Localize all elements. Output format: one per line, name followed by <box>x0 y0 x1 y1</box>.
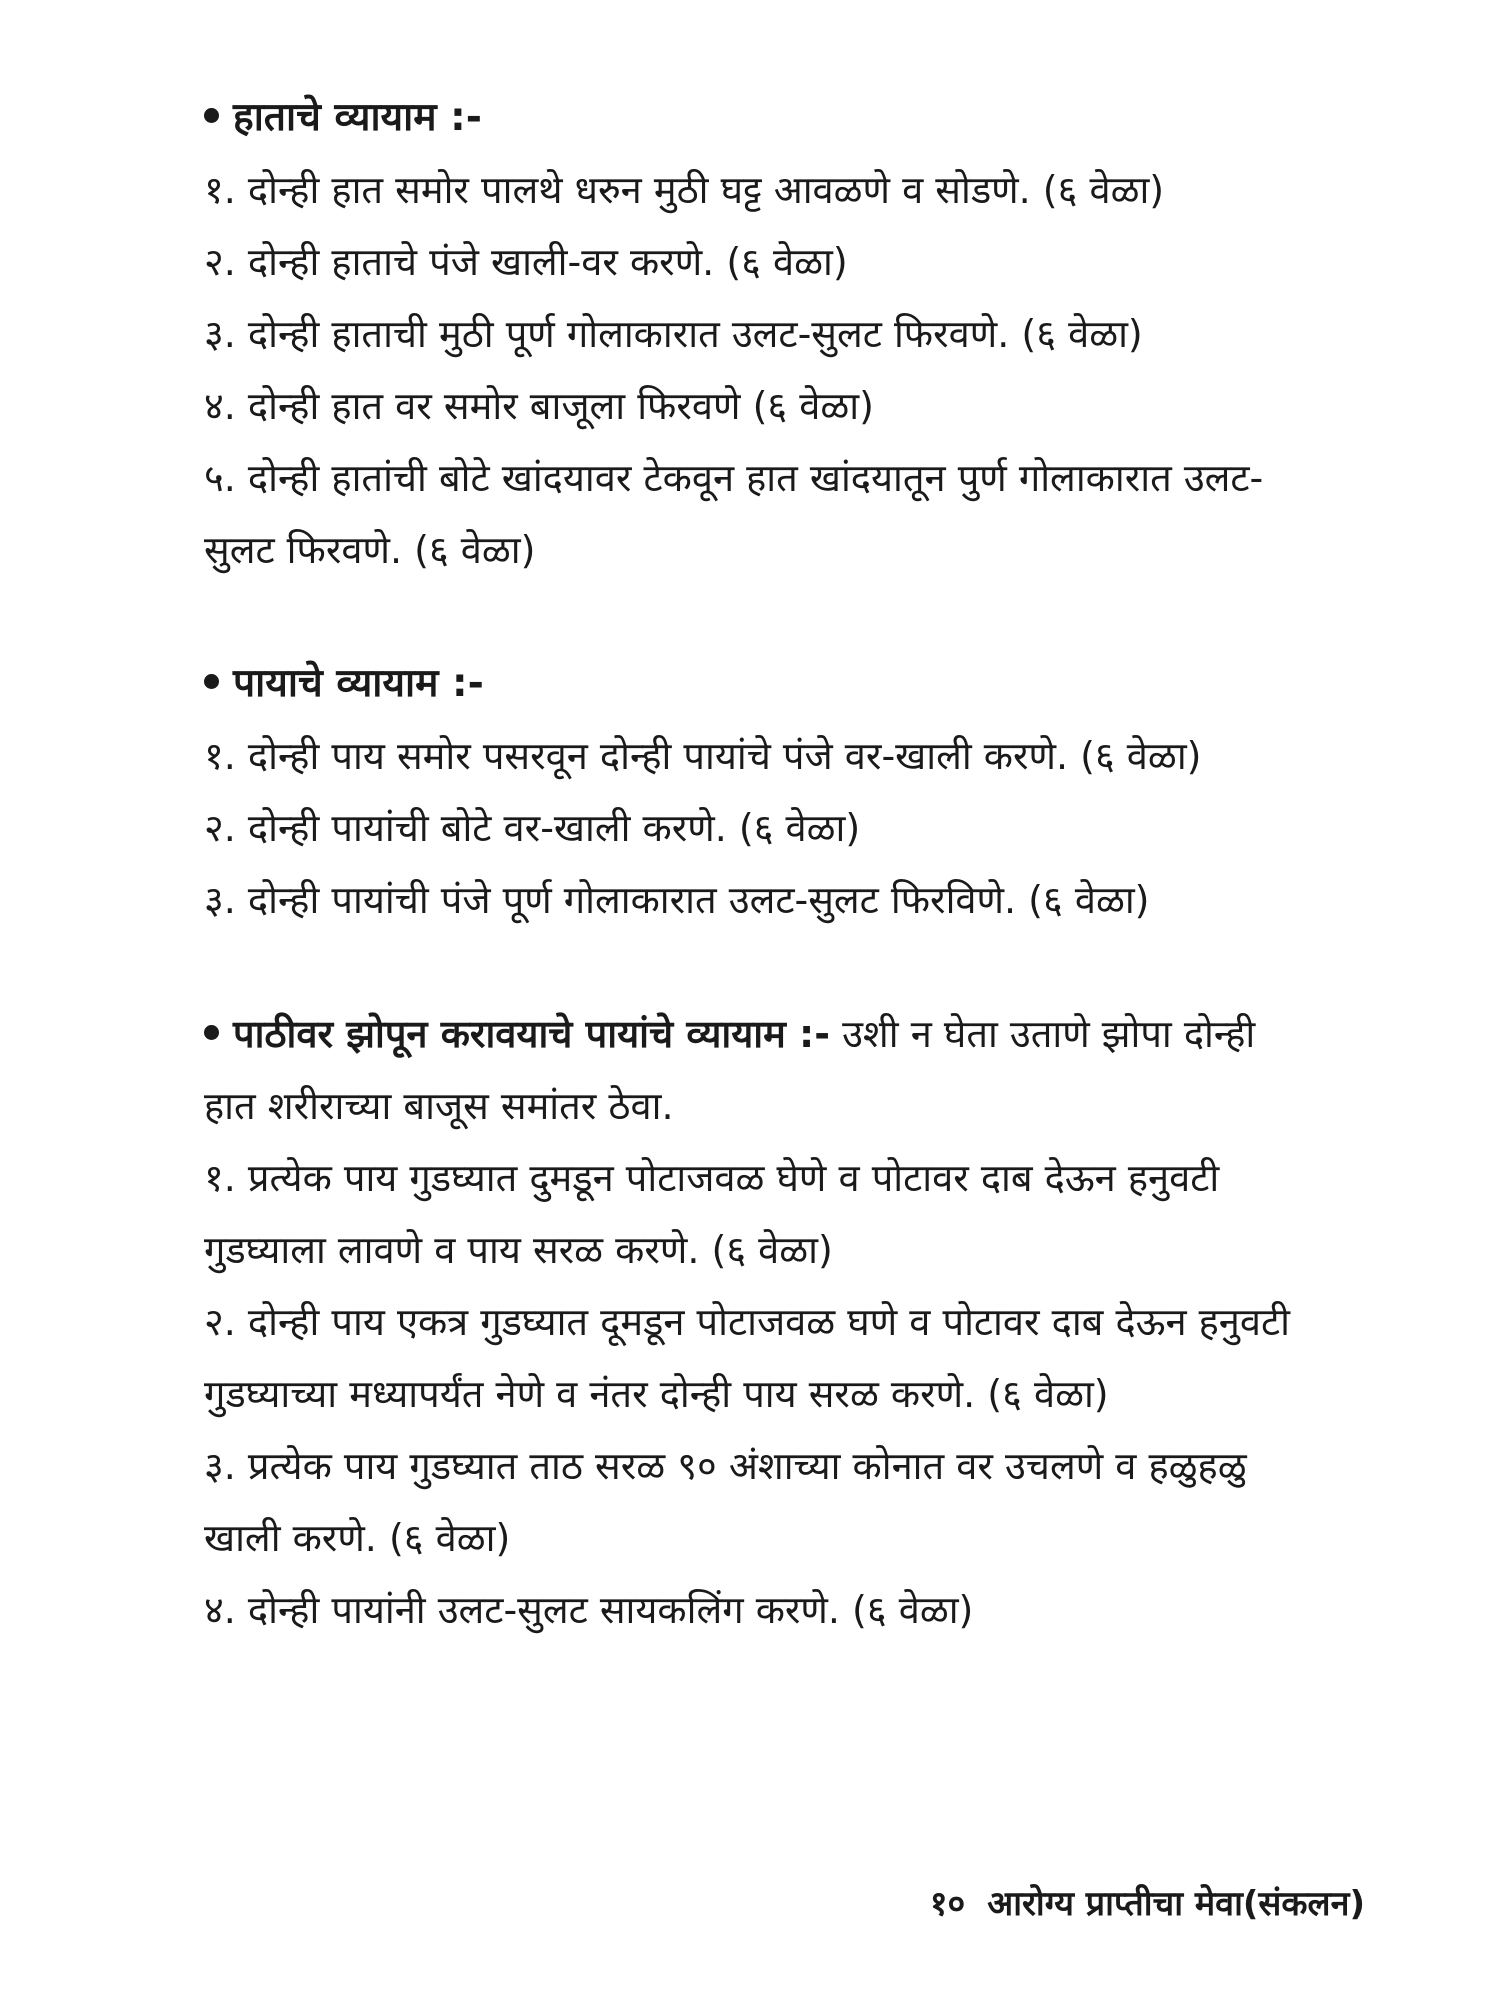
page-number: १० <box>929 1884 966 1924</box>
leg-exercises-section <box>204 648 1310 936</box>
lying-leg-exercises-heading: पाठीवर झोपून करावयाचे पायांचे व्यायाम :- <box>233 1012 831 1056</box>
list-item: २. दोन्ही हाताचे पंजे खाली-वर करणे. (६ वेळा) <box>204 240 848 284</box>
section-heading <box>204 648 1310 720</box>
book-title: आरोग्य प्राप्तीचा मेवा(संकलन) <box>987 1884 1365 1924</box>
list-item: ४. दोन्ही हात वर समोर बाजूला फिरवणे (६ वेळा) <box>204 384 874 428</box>
list-item: १. दोन्ही हात समोर पालथे धरुन मुठी घट्ट आवळणे व सोडणे. (६ वेळा) <box>204 168 1165 212</box>
list-item: २. दोन्ही पायांची बोटे वर-खाली करणे. (६ वेळा) <box>204 806 861 850</box>
bullet-icon <box>204 674 219 689</box>
section-intro <box>204 998 1310 1142</box>
list-item: २. दोन्ही पाय एकत्र गुडघ्यात दूमडून पोटाजवळ घणे व पोटावर दाब देऊन हनुवटी गुडघ्याच्या मध्यापर्यंत नेणे व नंतर दोन्ही पाय सरळ करणे. (६ वेळा) <box>204 1300 1291 1416</box>
hand-exercises-heading: हाताचे व्यायाम :- <box>233 95 482 140</box>
list-item: ३. दोन्ही हाताची मुठी पूर्ण गोलाकारात उलट-सुलट फिरवणे. (६ वेळा) <box>204 312 1143 356</box>
list-item: ३. दोन्ही पायांची पंजे पूर्ण गोलाकारात उलट-सुलट फिरविणे. (६ वेळा) <box>204 878 1150 922</box>
bullet-icon <box>204 108 219 123</box>
list-item: ३. प्रत्येक पाय गुडघ्यात ताठ सरळ ९० अंशाच्या कोनात वर उचलणे व हळुहळु खाली करणे. (६ वेळा) <box>204 1444 1247 1560</box>
list-item: ५. दोन्ही हातांची बोटे खांदयावर टेकवून हात खांदयातून पुर्ण गोलाकारात उलट-सुलट फिरवणे. (६ वेळा) <box>204 456 1264 572</box>
lying-leg-exercises-section <box>204 998 1310 1646</box>
list-item: १. दोन्ही पाय समोर पसरवून दोन्ही पायांचे पंजे वर-खाली करणे. (६ वेळा) <box>204 734 1202 778</box>
bullet-icon <box>204 1025 219 1040</box>
list-item: १. प्रत्येक पाय गुडघ्यात दुमडून पोटाजवळ घेणे व पोटावर दाब देऊन हनुवटी गुडघ्याला लावणे व पाय सरळ करणे. (६ वेळा) <box>204 1156 1220 1272</box>
list-item: ४. दोन्ही पायांनी उलट-सुलट सायकलिंग करणे. (६ वेळा) <box>204 1588 974 1632</box>
section-heading <box>204 82 1310 154</box>
hand-exercises-section <box>204 82 1310 586</box>
section-intro-text: उशी न घेता उताणे झोपा दोन्ही हात शरीराच्या बाजूस समांतर ठेवा. <box>204 1012 1256 1128</box>
leg-exercises-heading: पायाचे व्यायाम :- <box>233 661 484 706</box>
page-footer <box>930 1880 1365 1928</box>
